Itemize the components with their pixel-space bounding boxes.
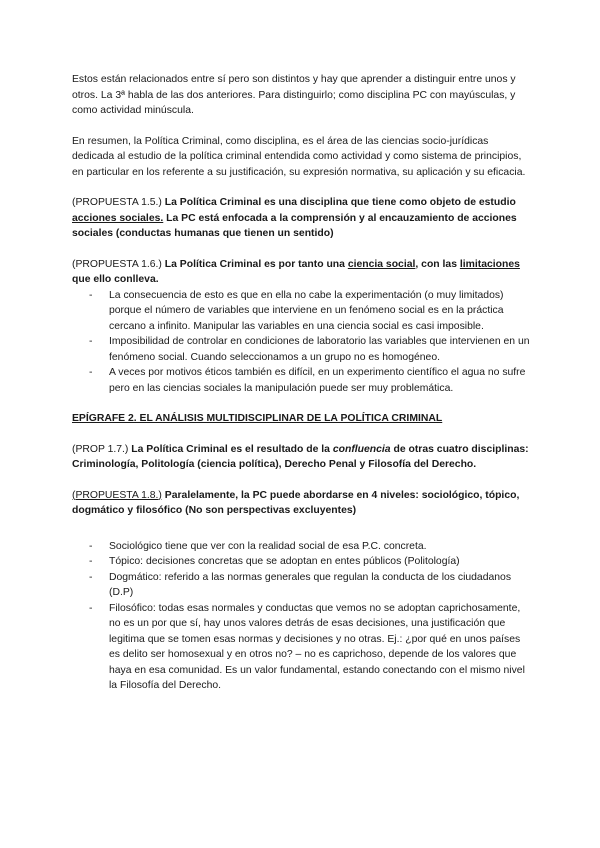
proposal-1-6-text-a: La Política Criminal es por tanto una — [164, 258, 345, 270]
section-heading-epigrafe-2: EPÍGRAFE 2. EL ANÁLISIS MULTIDISCIPLINAR DE LA POLÍTICA CRIMINAL — [72, 413, 443, 424]
proposal-1-5-label: (PROPUESTA 1.5.) — [72, 197, 162, 208]
list-item: - Tópico: decisiones concretas que se adoptan en entes públicos (Politología) — [72, 554, 530, 570]
paragraph-summary: En resumen, la Política Criminal, como disciplina, es el área de las ciencias socio-jurídicas dedicada al estudio de la política criminal entendida como actividad y como sistema de principios, en particular en los referente a su justificación, su expresión normativa, su aplicación y su eficacia. — [72, 135, 526, 178]
list-item: - Filosófico: todas esas normales y conductas que vemos no se adoptan caprichosamente, no es un por que sí, hay unos valores detrás de esas decisiones, una justificación que legitima que se tomen esas normas y decisiones y no otras. Ej.: ¿por qué en unos países es delito ser homosexual y en otros no? – no es caprichoso, depende de los valores que haya en esa comunidad. Es un valor fundamental, estando conectando con el mismo nivel la Filosofía del Derecho. — [72, 601, 530, 694]
proposal-1-7-text-a: La Política Criminal es el resultado de la — [131, 443, 330, 455]
proposal-1-6-list — [72, 288, 530, 397]
proposal-1-6-text-b: , con las — [415, 258, 457, 270]
proposal-1-6-label: (PROPUESTA 1.6.) — [72, 258, 162, 270]
proposal-1-7-italic: confluencia — [332, 443, 391, 455]
proposal-1-5 — [72, 195, 530, 242]
proposal-1-6-text-c: que ello conlleva. — [72, 274, 159, 285]
proposal-1-7-text-b: de otras cuatro disciplinas: Criminología, Politología (ciencia política), Derecho Penal y Filosofía del Derecho. — [72, 443, 529, 470]
proposal-1-6-underlined-b: limitaciones — [459, 258, 520, 270]
proposal-1-6-underlined-a: ciencia social — [347, 258, 416, 270]
proposal-1-5-text-b: La PC está enfocada a la comprensión y al encauzamiento de acciones sociales (conductas humanas que tienen un sentido) — [72, 212, 517, 239]
list-item: - Imposibilidad de controlar en condiciones de laboratorio las variables que intervienen en un fenómeno social. Cuando seleccionamos a un grupo no es homogéneo. — [72, 334, 530, 365]
list-item: - A veces por motivos éticos también es difícil, en un experimento científico el agua no sufre pero en las ciencias sociales la manipulación puede ser muy problemática. — [72, 365, 530, 396]
list-item: - Dogmático: referido a las normas generales que regulan la conducta de los ciudadanos (D.P) — [72, 570, 530, 601]
proposal-1-8-text: Paralelamente, la PC puede abordarse en 4 niveles: sociológico, tópico, dogmático y filosófico (No son perspectivas excluyentes) — [72, 489, 520, 516]
proposal-1-6 — [72, 257, 530, 288]
proposal-1-8-label: (PROPUESTA 1.8.) — [72, 489, 162, 501]
proposal-1-8-list — [72, 539, 530, 694]
proposal-1-8 — [72, 488, 530, 519]
paragraph-intro: Estos están relacionados entre sí pero son distintos y hay que aprender a distinguir entre unos y otros. La 3ª habla de las dos anteriores. Para distinguirlo; como disciplina PC con mayúsculas, y como actividad minúscula. — [72, 74, 516, 116]
list-item: - Sociológico tiene que ver con la realidad social de esa P.C. concreta. — [72, 539, 530, 555]
proposal-1-5-underlined: acciones sociales. — [72, 212, 164, 224]
list-item: - La consecuencia de esto es que en ella no cabe la experimentación (o muy limitados) porque el número de variables que interviene en un fenómeno social es en la práctica cercano a infinito. Manipular las variables en una ciencia social es casi imposible. — [72, 288, 530, 335]
proposal-1-5-text-a: La Política Criminal es una disciplina que tiene como objeto de estudio — [164, 197, 516, 208]
proposal-1-7 — [72, 442, 530, 473]
proposal-1-7-label: (PROP 1.7.) — [72, 443, 129, 455]
